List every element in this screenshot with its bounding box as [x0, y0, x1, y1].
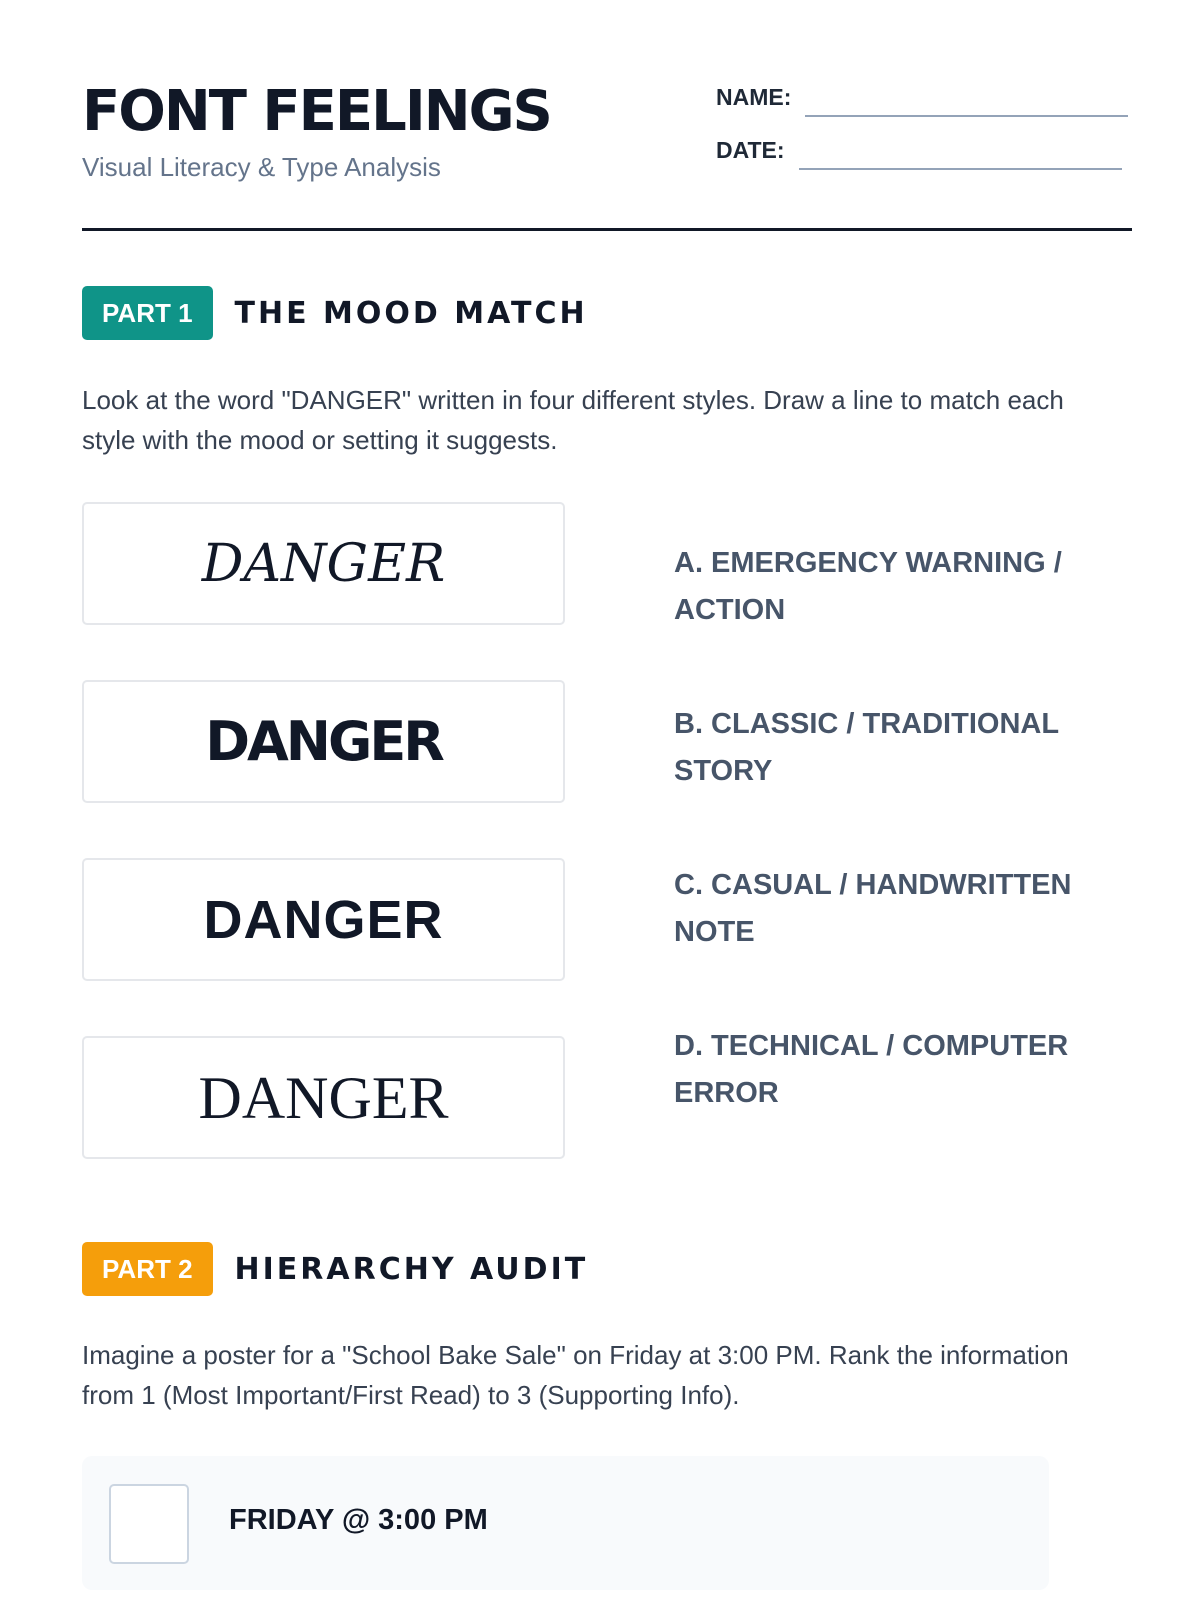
rank-input-box[interactable] [109, 1484, 189, 1564]
name-field [716, 84, 1128, 111]
mood-option-d[interactable]: D. TECHNICAL / COMPUTER ERROR [674, 1030, 1069, 1109]
part1-header [82, 286, 588, 340]
rank-item-label: FRIDAY @ 3:00 PM [229, 1504, 488, 1536]
name-label: NAME: [716, 84, 792, 110]
header-divider [82, 228, 1132, 231]
danger-sample-text: DANGER [203, 889, 444, 950]
mood-option-b[interactable]: B. CLASSIC / TRADITIONAL STORY [674, 708, 1059, 787]
part2-instructions: Imagine a poster for a "School Bake Sale" on Friday at 3:00 PM. Rank the information from 1 (Most Important/First Read) to 3 (Supporting Info). [82, 1340, 1069, 1410]
danger-sample-4[interactable] [82, 1036, 565, 1159]
date-field [716, 137, 1122, 164]
part2-badge: PART 2 [82, 1242, 213, 1296]
page-subtitle: Visual Literacy & Type Analysis [82, 152, 441, 182]
mood-option-c[interactable]: C. CASUAL / HANDWRITTEN NOTE [674, 869, 1072, 948]
worksheet-page [82, 0, 1132, 1600]
danger-sample-text: DANGER [198, 1064, 449, 1131]
name-input-line[interactable] [805, 115, 1128, 117]
part1-title: THE MOOD MATCH [234, 295, 588, 331]
danger-sample-3[interactable] [82, 858, 565, 981]
date-label: DATE: [716, 137, 785, 163]
danger-sample-text: DANGER [201, 533, 446, 594]
part1-instructions: Look at the word "DANGER" written in four different styles. Draw a line to match each style with the mood or setting it suggests. [82, 385, 1064, 455]
page-title: FONT FEELINGS [82, 79, 551, 144]
part2-title: HIERARCHY AUDIT [234, 1251, 589, 1287]
mood-option-a[interactable]: A. EMERGENCY WARNING / ACTION [674, 547, 1062, 626]
date-input-line[interactable] [799, 168, 1122, 170]
danger-sample-text: DANGER [205, 709, 442, 773]
part1-badge: PART 1 [82, 286, 213, 340]
part2-header [82, 1242, 588, 1296]
rank-row [82, 1456, 1049, 1590]
danger-sample-1[interactable] [82, 502, 565, 625]
danger-sample-2[interactable] [82, 680, 565, 803]
